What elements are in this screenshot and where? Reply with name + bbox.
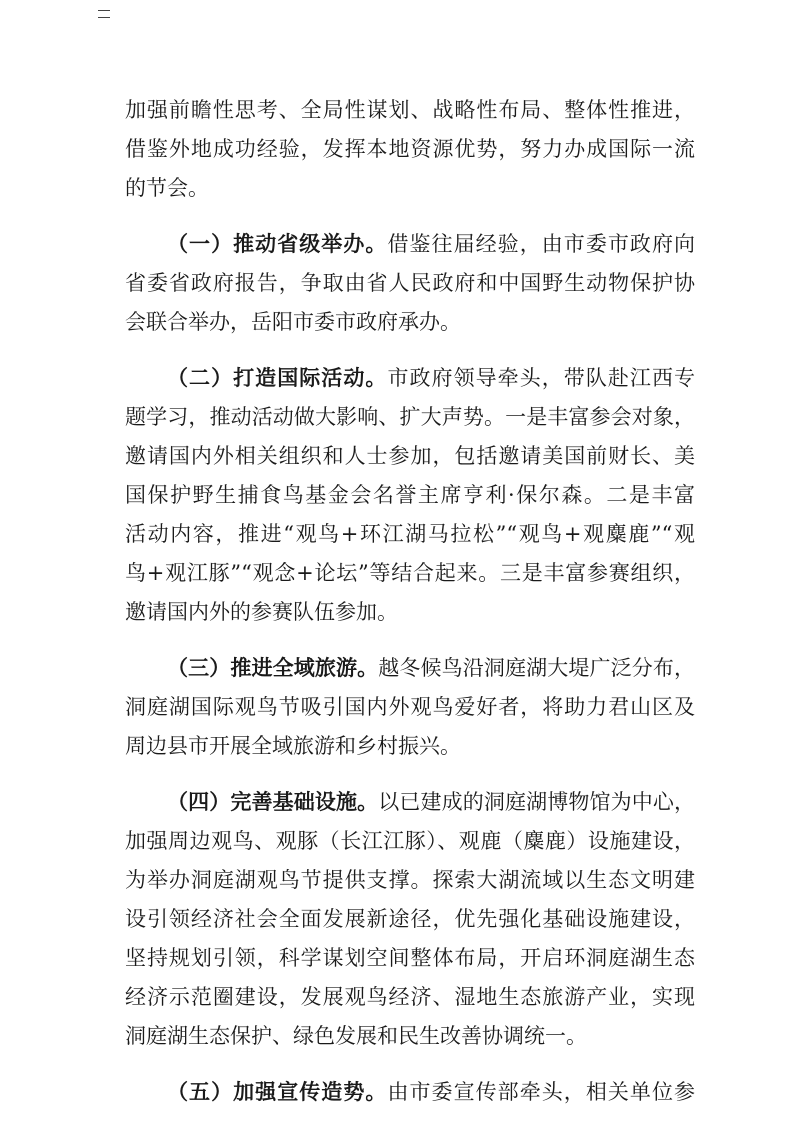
section-line: 周边县市开展全域旅游和乡村振兴。 <box>125 734 461 758</box>
section-line: 邀请国内外的参赛队伍参加。 <box>125 600 398 624</box>
section-line: 为举办洞庭湖观鸟节提供支撑。探索大湖流域以生态文明建 <box>125 868 695 892</box>
section-3-heading: （三）推进全域旅游。 <box>167 656 379 680</box>
section-3-lead: 越冬候鸟沿洞庭湖大堤广泛分布， <box>378 656 695 680</box>
section-line: 设引领经济社会全面发展新途径，优先强化基础设施建设， <box>125 907 695 931</box>
section-first-line <box>125 783 695 822</box>
section-4-paragraph <box>125 783 695 1056</box>
section-line: 题学习，推动活动做大影响、扩大声势。一是丰富参会对象， <box>125 405 695 429</box>
section-line: 加强周边观鸟、观豚（长江江豚）、观鹿（麋鹿）设施建设， <box>125 829 695 853</box>
section-2-paragraph <box>125 359 695 632</box>
section-5-paragraph <box>125 1073 695 1112</box>
intro-line: 加强前瞻性思考、全局性谋划、战略性布局、整体性推进， <box>125 98 695 122</box>
section-line: 鸟+观江豚”“观念+论坛”等结合起来。三是丰富参赛组织， <box>125 561 695 585</box>
section-4-heading: （四）完善基础设施。 <box>167 790 379 814</box>
intro-line: 的节会。 <box>125 176 209 200</box>
section-2-lead: 市政府领导牵头，带队赴江西专 <box>387 366 695 390</box>
intro-line: 借鉴外地成功经验，发挥本地资源优势，努力办成国际一流 <box>125 137 695 161</box>
section-line: 国保护野生捕食鸟基金会名誉主席亨利·保尔森。二是丰富 <box>125 483 695 507</box>
section-first-line <box>125 359 695 398</box>
section-1-paragraph <box>125 225 695 342</box>
section-first-line <box>125 1073 695 1112</box>
section-line: 会联合举办，岳阳市委市政府承办。 <box>125 310 461 334</box>
section-line: 省委省政府报告，争取由省人民政府和中国野生动物保护协 <box>125 271 695 295</box>
document-body <box>125 91 695 1112</box>
section-line: 坚持规划引领，科学谋划空间整体布局，开启环洞庭湖生态 <box>125 946 695 970</box>
section-line: 洞庭湖生态保护、绿色发展和民生改善协调统一。 <box>125 1024 587 1048</box>
section-1-heading: （一）推动省级举办。 <box>167 232 388 256</box>
section-2-heading: （二）打造国际活动。 <box>167 366 388 390</box>
section-4-lead: 以已建成的洞庭湖博物馆为中心， <box>378 790 695 814</box>
section-3-paragraph <box>125 649 695 766</box>
section-line: 活动内容，推进“观鸟+环江湖马拉松”“观鸟+观麋鹿”“观 <box>125 522 695 546</box>
section-first-line <box>125 225 695 264</box>
section-1-lead: 借鉴往届经验，由市委市政府向 <box>387 232 695 256</box>
section-line: 洞庭湖国际观鸟节吸引国内外观鸟爱好者，将助力君山区及 <box>125 695 695 719</box>
section-5-lead: 由市委宣传部牵头，相关单位参 <box>387 1080 695 1104</box>
section-first-line <box>125 649 695 688</box>
section-line: 经济示范圈建设，发展观鸟经济、湿地生态旅游产业，实现 <box>125 985 695 1009</box>
section-5-heading: （五）加强宣传造势。 <box>167 1080 388 1104</box>
scan-corner-mark <box>98 10 110 18</box>
intro-paragraph <box>125 91 695 208</box>
section-line: 邀请国内外相关组织和人士参加，包括邀请美国前财长、美 <box>125 444 695 468</box>
